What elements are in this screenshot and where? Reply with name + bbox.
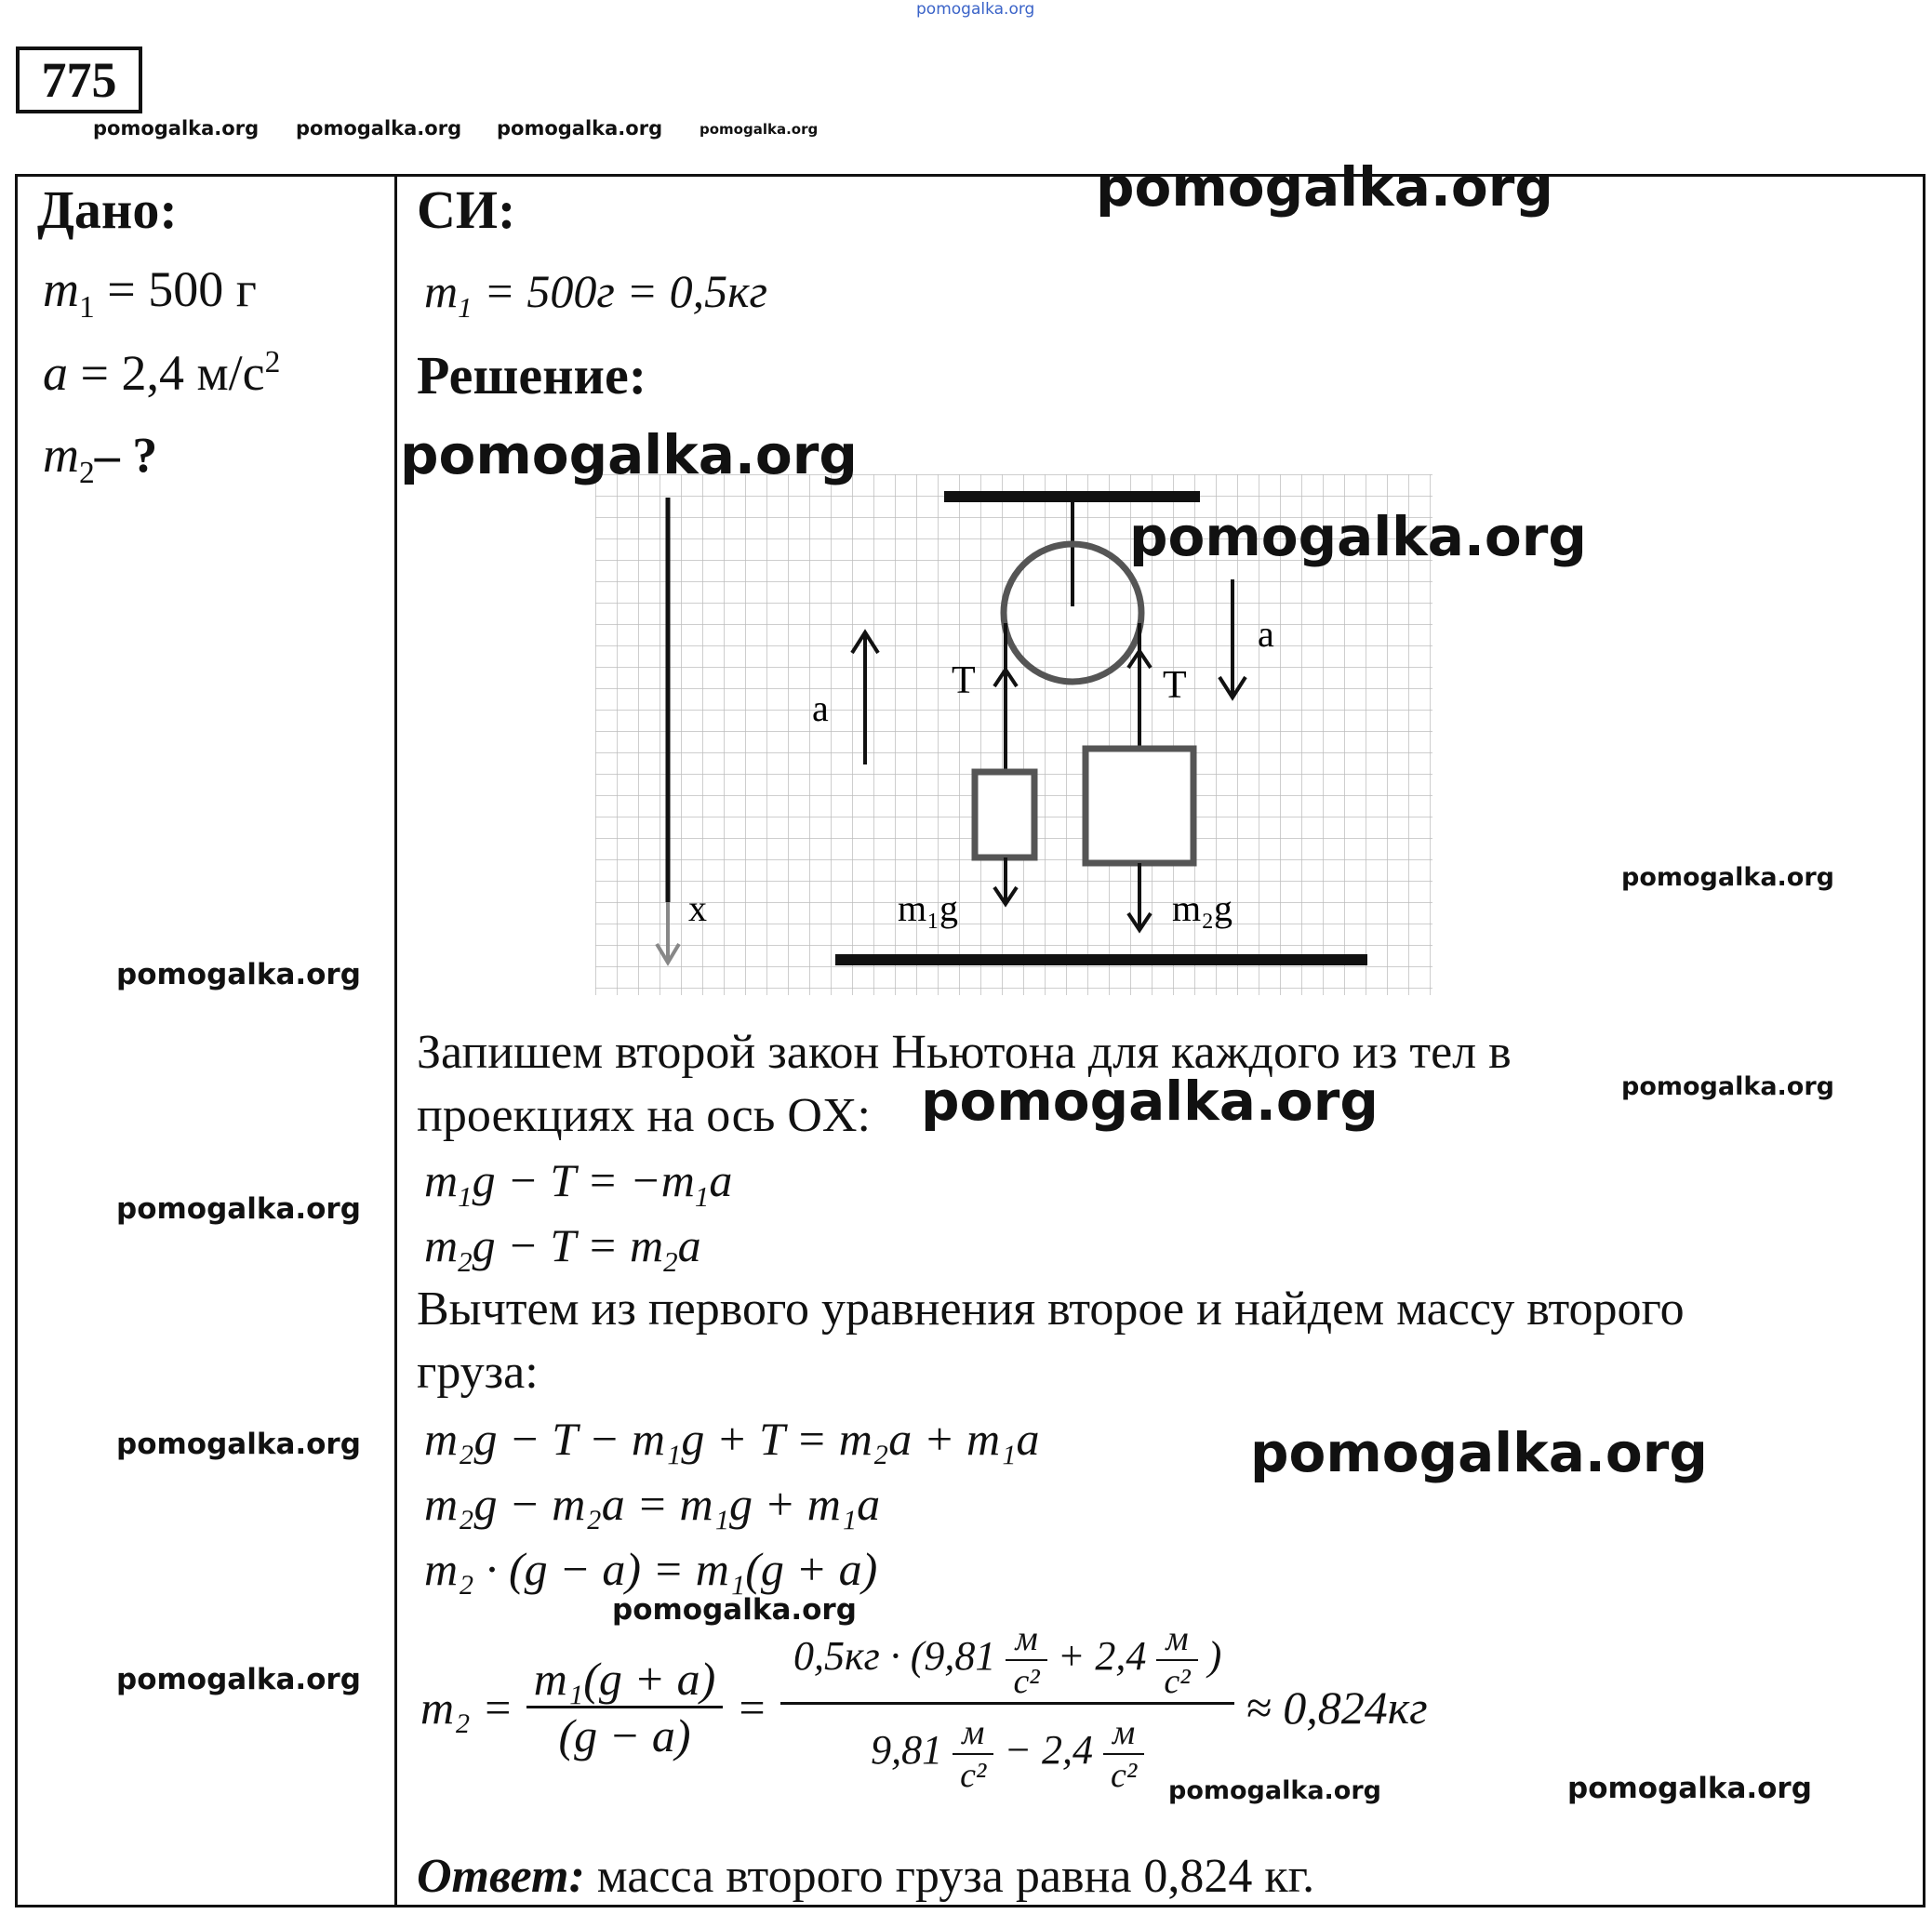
watermark: pomogalka.org (612, 1593, 857, 1627)
watermark: pomogalka.org (296, 117, 462, 140)
num-prefix: 0,5кг · (9,81 (793, 1633, 996, 1680)
equals-sign: = (736, 1681, 768, 1734)
final-formula (420, 1618, 1428, 1796)
label-m1g: m₁g (898, 887, 959, 929)
given-a (43, 344, 280, 402)
si-m1-symbol: m (424, 265, 459, 317)
unit-fraction (1006, 1618, 1046, 1702)
si-m1-sub: 1 (458, 291, 473, 324)
watermark: pomogalka.org (116, 1192, 361, 1226)
den-mid: − 2,4 (1004, 1727, 1094, 1774)
unit-fraction (953, 1712, 993, 1796)
equation-4: m₂g − m₂a = m₁g + m₁a (424, 1478, 881, 1530)
fraction-1 (526, 1652, 724, 1762)
eq2-b: g − T = m (472, 1219, 664, 1271)
fraction-2-denominator (780, 1705, 1234, 1796)
fraction-2-numerator (780, 1618, 1234, 1705)
block-m2 (1086, 749, 1193, 863)
unit-numerator: м (953, 1712, 993, 1755)
top-watermark: pomogalka.org (916, 0, 1035, 19)
m1-value: = 500 г (94, 261, 257, 317)
column-divider (394, 174, 397, 1905)
label-t-right: T (1163, 664, 1187, 707)
eq2-b-sub: 2 (663, 1245, 678, 1278)
unit-denominator: c² (1013, 1662, 1040, 1701)
num-suffix: ) (1207, 1633, 1222, 1680)
eq1-a: m (424, 1154, 459, 1206)
equation-2 (424, 1218, 701, 1279)
watermark: pomogalka.org (400, 423, 858, 486)
final-lhs: m₂ = (420, 1681, 513, 1734)
a-sup: 2 (264, 345, 281, 379)
m1-sub: 1 (79, 289, 95, 325)
si-title: СИ: (417, 179, 516, 240)
unit-fraction (1103, 1712, 1144, 1796)
watermark: pomogalka.org (700, 121, 819, 138)
given-m2 (43, 426, 157, 491)
solution-text-2-line-1: Вычтем из первого уравнения второе и найдем массу второго (417, 1283, 1685, 1336)
a-value: = 2,4 м/с (68, 345, 265, 401)
m2-sub: 2 (79, 455, 95, 490)
unit-denominator: c² (1164, 1662, 1191, 1701)
a-symbol: a (43, 345, 68, 401)
watermark: pomogalka.org (93, 117, 260, 140)
problem-number: 775 (16, 47, 142, 113)
equation-5: m₂ · (g − a) = m₁(g + a) (424, 1543, 878, 1595)
eq1-a-sub: 1 (458, 1180, 473, 1213)
eq2-a: m (424, 1219, 459, 1271)
si-m1-conversion: = 500г = 0,5кг (472, 265, 767, 317)
solution-text-1-line-2: проекциях на ось OX: (417, 1089, 871, 1142)
m2-question: – ? (94, 427, 158, 483)
block-m1 (975, 772, 1034, 857)
watermark: pomogalka.org (116, 958, 361, 991)
watermark: pomogalka.org (1250, 1421, 1708, 1484)
label-a-left: a (812, 687, 829, 729)
eq1-b-sub: 1 (694, 1180, 710, 1213)
label-m2g: m₂g (1172, 887, 1233, 929)
watermark: pomogalka.org (1621, 1072, 1834, 1101)
eq2-c: a (677, 1219, 701, 1271)
unit-denominator: c² (960, 1756, 987, 1795)
equation-1 (424, 1153, 732, 1214)
given-m1 (43, 260, 257, 326)
unit-numerator: м (1006, 1618, 1046, 1661)
unit-numerator: м (1156, 1618, 1197, 1661)
si-conversion (424, 264, 767, 325)
watermark: pomogalka.org (1168, 1776, 1381, 1805)
label-x: x (688, 887, 707, 929)
eq1-b: g − T = −m (472, 1154, 695, 1206)
fraction-1-numerator: m₁(g + a) (526, 1652, 724, 1708)
floor-bar (835, 954, 1367, 965)
unit-numerator: м (1103, 1712, 1144, 1755)
watermark: pomogalka.org (116, 1428, 361, 1461)
m1-symbol: m (43, 261, 79, 317)
watermark: pomogalka.org (1621, 863, 1834, 892)
solution-title: Решение: (417, 345, 647, 405)
equation-3: m₂g − T − m₁g + T = m₂a + m₁a (424, 1413, 1040, 1465)
watermark: pomogalka.org (921, 1070, 1379, 1133)
unit-denominator: c² (1111, 1756, 1138, 1795)
answer-text: масса второго груза равна 0,824 кг. (584, 1850, 1315, 1903)
watermark: pomogalka.org (1567, 1772, 1812, 1805)
solution-text-1-line-1: Запишем второй закон Ньютона для каждого из тел в (417, 1026, 1512, 1079)
fraction-2 (780, 1618, 1234, 1796)
watermark: pomogalka.org (1129, 505, 1587, 568)
unit-fraction (1156, 1618, 1197, 1702)
ceiling-bar (944, 491, 1200, 502)
answer-label: Ответ: (417, 1850, 585, 1903)
watermark: pomogalka.org (497, 117, 663, 140)
den-prefix: 9,81 (871, 1727, 943, 1774)
watermark: pomogalka.org (1096, 155, 1553, 219)
final-result: ≈ 0,824кг (1246, 1681, 1428, 1734)
eq2-a-sub: 2 (458, 1245, 473, 1278)
given-title: Дано: (37, 179, 178, 240)
watermark: pomogalka.org (116, 1663, 361, 1696)
m2-symbol: m (43, 427, 79, 483)
answer-line (417, 1849, 1314, 1904)
eq1-c: a (709, 1154, 733, 1206)
num-mid: + 2,4 (1057, 1633, 1147, 1680)
label-t-left: T (952, 659, 976, 702)
label-a-right: a (1258, 613, 1274, 655)
solution-text-2-line-2: груза: (417, 1346, 539, 1399)
fraction-1-denominator: (g − a) (558, 1709, 691, 1761)
